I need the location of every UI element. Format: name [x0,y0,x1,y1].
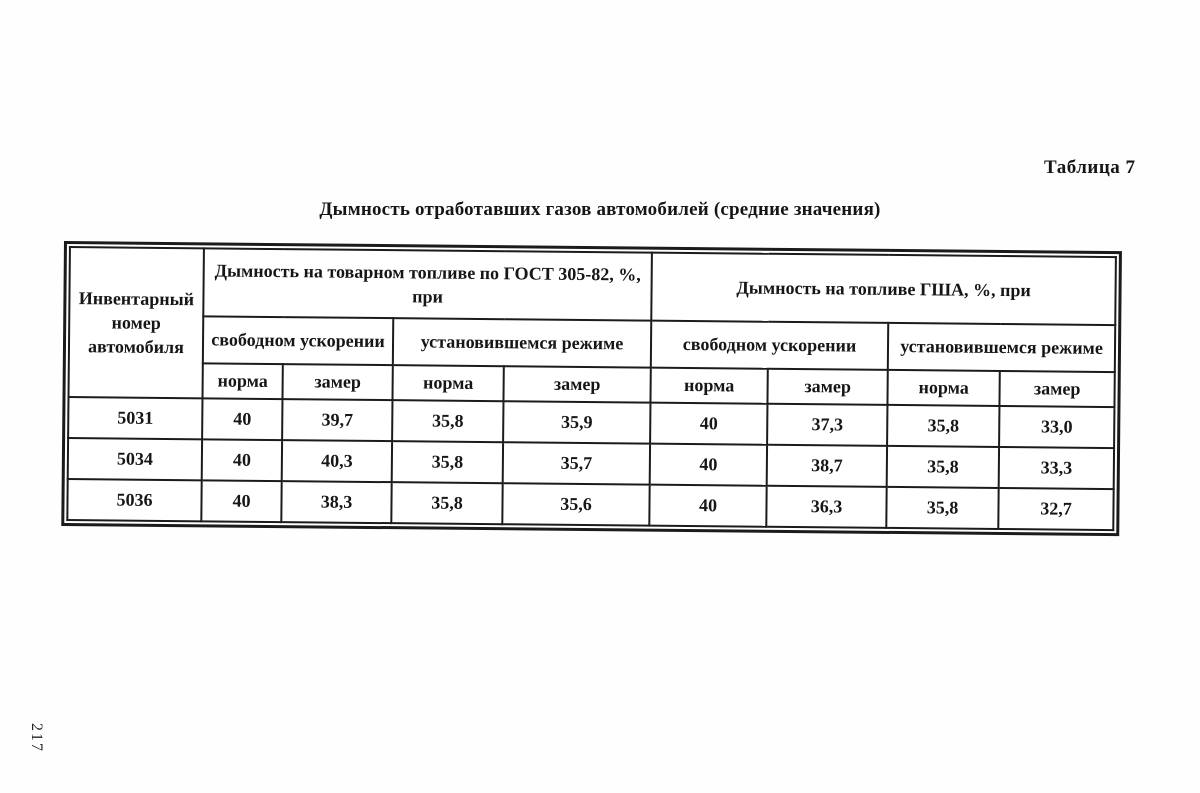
gsha-fuel-section-header: Дымность на топливе ГША, %, при [651,253,1116,325]
value-cell: 38,3 [281,481,391,523]
vehicle-id-cell: 5034 [68,438,202,480]
measured-header: замер [768,369,888,405]
value-cell: 37,3 [767,404,887,446]
vehicle-id-cell: 5031 [68,397,202,439]
section-header-row [69,247,1116,325]
value-cell: 35,8 [887,446,999,488]
measured-header: замер [503,366,650,402]
gost-fuel-section-header: Дымность на товарном топливе по ГОСТ 305-82, %, при [203,248,652,320]
measured-header: замер [282,364,392,400]
vehicle-id-cell: 5036 [67,479,201,521]
value-cell: 35,6 [502,483,649,525]
steady-mode-header-gost: установившемся режиме [393,318,651,367]
steady-mode-header-gsha: установившемся режиме [888,323,1115,372]
value-cell: 35,8 [392,400,503,442]
value-cell: 35,8 [887,405,999,447]
inventory-number-header: Инвентарный номер автомобиля [69,247,204,398]
value-cell: 40 [650,403,767,445]
value-cell: 33,0 [999,406,1114,448]
measured-header: замер [1000,371,1115,407]
table-row [67,479,1113,530]
value-cell: 35,9 [503,401,650,443]
value-cell: 40 [202,398,282,440]
value-cell: 40 [650,444,767,486]
value-cell: 38,7 [767,445,887,487]
value-cell: 40 [201,480,281,522]
smokiness-table [66,246,1117,531]
page-number: 217 [28,723,45,753]
norm-header: норма [202,363,282,399]
value-cell: 32,7 [998,488,1113,530]
smokiness-table-frame [61,241,1122,536]
value-cell: 35,8 [886,487,998,529]
value-cell: 40 [649,485,766,527]
norm-header: норма [888,370,1000,406]
norm-header: норма [651,368,768,404]
value-cell: 36,3 [766,486,886,528]
norm-header: норма [392,365,503,401]
free-acceleration-header-gsha: свободном ускорении [651,321,888,370]
free-acceleration-header-gost: свободном ускорении [203,316,393,365]
value-cell: 35,8 [392,441,503,483]
table-title: Дымность отработавших газов автомобилей (средние значения) [319,199,881,220]
value-cell: 35,7 [503,442,650,484]
value-cell: 33,3 [999,447,1114,489]
value-cell: 39,7 [282,399,392,441]
table-number-caption: Таблица 7 [1044,157,1136,178]
value-cell: 35,8 [391,482,502,524]
value-cell: 40 [202,439,282,481]
value-cell: 40,3 [282,440,392,482]
